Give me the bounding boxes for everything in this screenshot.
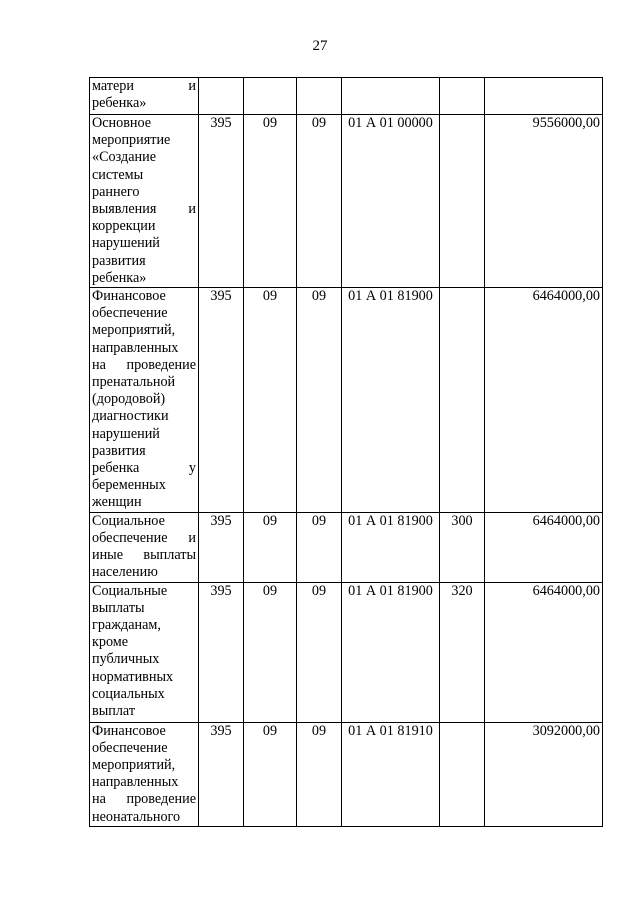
name-line: выявления и <box>92 201 196 218</box>
cell-vr <box>440 722 485 826</box>
cell-rz: 09 <box>244 582 297 722</box>
name-line: диагностики <box>92 408 169 425</box>
name-line: системы <box>92 166 144 183</box>
name-line: мероприятий, <box>92 757 176 774</box>
name-line: мероприятий, <box>92 322 176 339</box>
cell-sum <box>485 78 603 115</box>
name-line: Финансовое <box>92 288 166 305</box>
name-line: Социальное <box>92 512 165 529</box>
cell-vr <box>440 115 485 288</box>
name-line: выплаты <box>92 599 145 616</box>
cell-csr: 01 А 01 00000 <box>342 115 440 288</box>
cell-pr: 09 <box>297 722 342 826</box>
cell-csr: 01 А 01 81900 <box>342 582 440 722</box>
name-line: Социальные <box>92 582 168 599</box>
cell-ved: 395 <box>199 722 244 826</box>
cell-vr: 320 <box>440 582 485 722</box>
name-line: выплат <box>92 703 136 720</box>
name-line: направленных <box>92 339 179 356</box>
cell-pr: 09 <box>297 115 342 288</box>
name-line: ребенка у <box>92 460 196 477</box>
cell-name <box>90 288 199 513</box>
name-line: населению <box>92 564 158 581</box>
cell-ved: 395 <box>199 288 244 513</box>
cell-name <box>90 512 199 582</box>
cell-ved: 395 <box>199 512 244 582</box>
name-line: развития <box>92 442 146 459</box>
cell-csr: 01 А 01 81900 <box>342 288 440 513</box>
table-row <box>90 288 603 513</box>
cell-csr: 01 А 01 81910 <box>342 722 440 826</box>
name-line: развития <box>92 252 146 269</box>
cell-rz: 09 <box>244 115 297 288</box>
cell-name <box>90 722 199 826</box>
cell-sum: 6464000,00 <box>485 582 603 722</box>
table-row <box>90 512 603 582</box>
cell-sum: 9556000,00 <box>485 115 603 288</box>
name-line: «Создание <box>92 149 156 166</box>
name-line: женщин <box>92 494 142 511</box>
cell-csr: 01 А 01 81900 <box>342 512 440 582</box>
cell-sum: 3092000,00 <box>485 722 603 826</box>
cell-csr <box>342 78 440 115</box>
name-line: направленных <box>92 774 179 791</box>
name-line: публичных <box>92 651 160 668</box>
name-line: ребенка» <box>92 95 147 112</box>
cell-name <box>90 115 199 288</box>
cell-pr <box>297 78 342 115</box>
cell-rz: 09 <box>244 512 297 582</box>
name-line: иные выплаты <box>92 547 196 564</box>
name-line: раннего <box>92 183 140 200</box>
cell-vr: 300 <box>440 512 485 582</box>
name-line: на проведение <box>92 356 196 373</box>
name-line: матери и <box>92 78 196 94</box>
name-line: неонатального <box>92 808 181 825</box>
cell-sum: 6464000,00 <box>485 288 603 513</box>
cell-ved: 395 <box>199 115 244 288</box>
cell-ved <box>199 78 244 115</box>
name-line: на проведение <box>92 791 196 808</box>
name-line: ребенка» <box>92 269 147 286</box>
table-row <box>90 582 603 722</box>
cell-pr: 09 <box>297 582 342 722</box>
cell-sum: 6464000,00 <box>485 512 603 582</box>
cell-rz: 09 <box>244 288 297 513</box>
table-row <box>90 722 603 826</box>
name-line: нормативных <box>92 668 174 685</box>
name-line: пренатальной <box>92 374 176 391</box>
budget-table <box>89 77 603 827</box>
cell-vr <box>440 78 485 115</box>
name-line: мероприятие <box>92 132 171 149</box>
name-line: гражданам, <box>92 617 161 634</box>
name-line: кроме <box>92 634 129 651</box>
cell-pr: 09 <box>297 288 342 513</box>
name-line: (дородовой) <box>92 391 166 408</box>
name-line: нарушений <box>92 235 160 252</box>
name-line: нарушений <box>92 425 160 442</box>
cell-ved: 395 <box>199 582 244 722</box>
cell-rz: 09 <box>244 722 297 826</box>
name-line: Финансовое <box>92 722 166 739</box>
name-line: социальных <box>92 685 165 702</box>
name-line: коррекции <box>92 218 156 235</box>
name-line: Основное <box>92 115 152 131</box>
page-number: 27 <box>312 38 328 54</box>
name-line: беременных <box>92 477 166 494</box>
cell-name <box>90 582 199 722</box>
table-row <box>90 78 603 115</box>
table-row <box>90 115 603 288</box>
name-line: обеспечение <box>92 305 168 322</box>
cell-pr: 09 <box>297 512 342 582</box>
cell-name <box>90 78 199 115</box>
name-line: обеспечение <box>92 739 168 756</box>
name-line: обеспечение и <box>92 529 196 546</box>
cell-vr <box>440 288 485 513</box>
cell-rz <box>244 78 297 115</box>
